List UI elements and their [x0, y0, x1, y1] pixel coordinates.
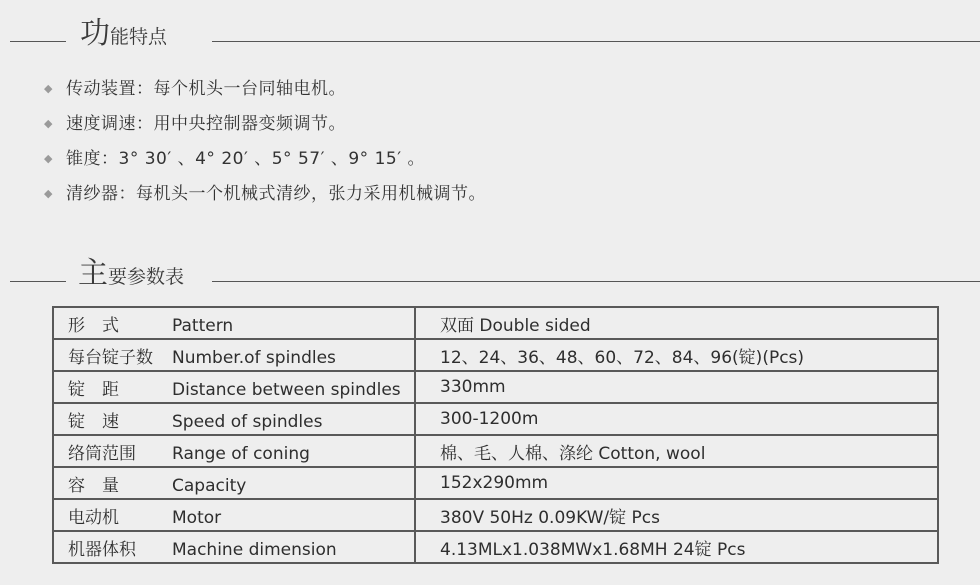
- param-name-en: Motor: [172, 507, 222, 528]
- diamond-bullet-icon: ◆: [44, 82, 53, 95]
- param-name-en: Distance between spindles: [172, 379, 401, 400]
- param-name-en: Range of coning: [172, 443, 310, 464]
- feature-item: ◆ 速度调速：用中央控制器变频调节。: [44, 110, 486, 145]
- diamond-bullet-icon: ◆: [44, 117, 53, 130]
- header-rule-left: [10, 41, 66, 42]
- table-row: [53, 307, 938, 339]
- param-name-cn: 每台锭子数: [68, 347, 153, 368]
- params-table: [52, 306, 939, 564]
- param-label-cell: [53, 435, 415, 467]
- param-name-en: Machine dimension: [172, 539, 337, 560]
- param-name-cn: 络筒范围: [68, 443, 136, 464]
- features-title: 功能特点: [80, 16, 168, 51]
- header-rule-right: [212, 281, 980, 282]
- param-name-cn: 形 式: [68, 315, 119, 336]
- param-value: 380V 50Hz 0.09KW/锭 Pcs: [415, 499, 938, 531]
- param-value: 4.13MLx1.038MWx1.68MH 24锭 Pcs: [415, 531, 938, 563]
- table-row: [53, 403, 938, 435]
- header-rule-left: [10, 281, 66, 282]
- feature-item: ◆ 锥度：3° 30′ 、4° 20′ 、5° 57′ 、9° 15′ 。: [44, 145, 486, 180]
- param-label-cell: [53, 531, 415, 563]
- table-row: [53, 499, 938, 531]
- param-value: 152x290mm: [415, 467, 938, 499]
- param-label-cell: [53, 467, 415, 499]
- table-row: [53, 339, 938, 371]
- param-name-en: Capacity: [172, 475, 247, 496]
- param-label-cell: [53, 371, 415, 403]
- param-value: 棉、毛、人棉、涤纶 Cotton, wool: [415, 435, 938, 467]
- table-row: [53, 435, 938, 467]
- feature-item: ◆ 清纱器：每机头一个机械式清纱，张力采用机械调节。: [44, 180, 486, 215]
- param-value: 300-1200m: [415, 403, 938, 435]
- param-value: 12、24、36、48、60、72、84、96(锭)(Pcs): [415, 339, 938, 371]
- diamond-bullet-icon: ◆: [44, 187, 53, 200]
- param-name-en: Number.of spindles: [172, 347, 336, 368]
- param-label-cell: [53, 339, 415, 371]
- features-header: [0, 8, 980, 51]
- param-name-cn: 机器体积: [68, 539, 136, 560]
- param-label-cell: [53, 499, 415, 531]
- diamond-bullet-icon: ◆: [44, 152, 53, 165]
- params-header: [0, 248, 980, 291]
- table-row: [53, 467, 938, 499]
- param-value: 双面 Double sided: [415, 307, 938, 339]
- param-name-cn: 锭 速: [68, 411, 119, 432]
- param-name-en: Speed of spindles: [172, 411, 323, 432]
- param-name-en: Pattern: [172, 315, 234, 336]
- param-name-cn: 容 量: [68, 475, 119, 496]
- param-label-cell: [53, 403, 415, 435]
- param-value: 330mm: [415, 371, 938, 403]
- param-label-cell: [53, 307, 415, 339]
- param-name-cn: 锭 距: [68, 379, 119, 400]
- header-rule-right: [212, 41, 980, 42]
- feature-item: ◆ 传动装置：每个机头一台同轴电机。: [44, 75, 486, 110]
- params-title: 主要参数表: [78, 256, 185, 291]
- param-name-cn: 电动机: [68, 507, 119, 528]
- features-list: [44, 75, 486, 215]
- table-row: [53, 531, 938, 563]
- table-row: [53, 371, 938, 403]
